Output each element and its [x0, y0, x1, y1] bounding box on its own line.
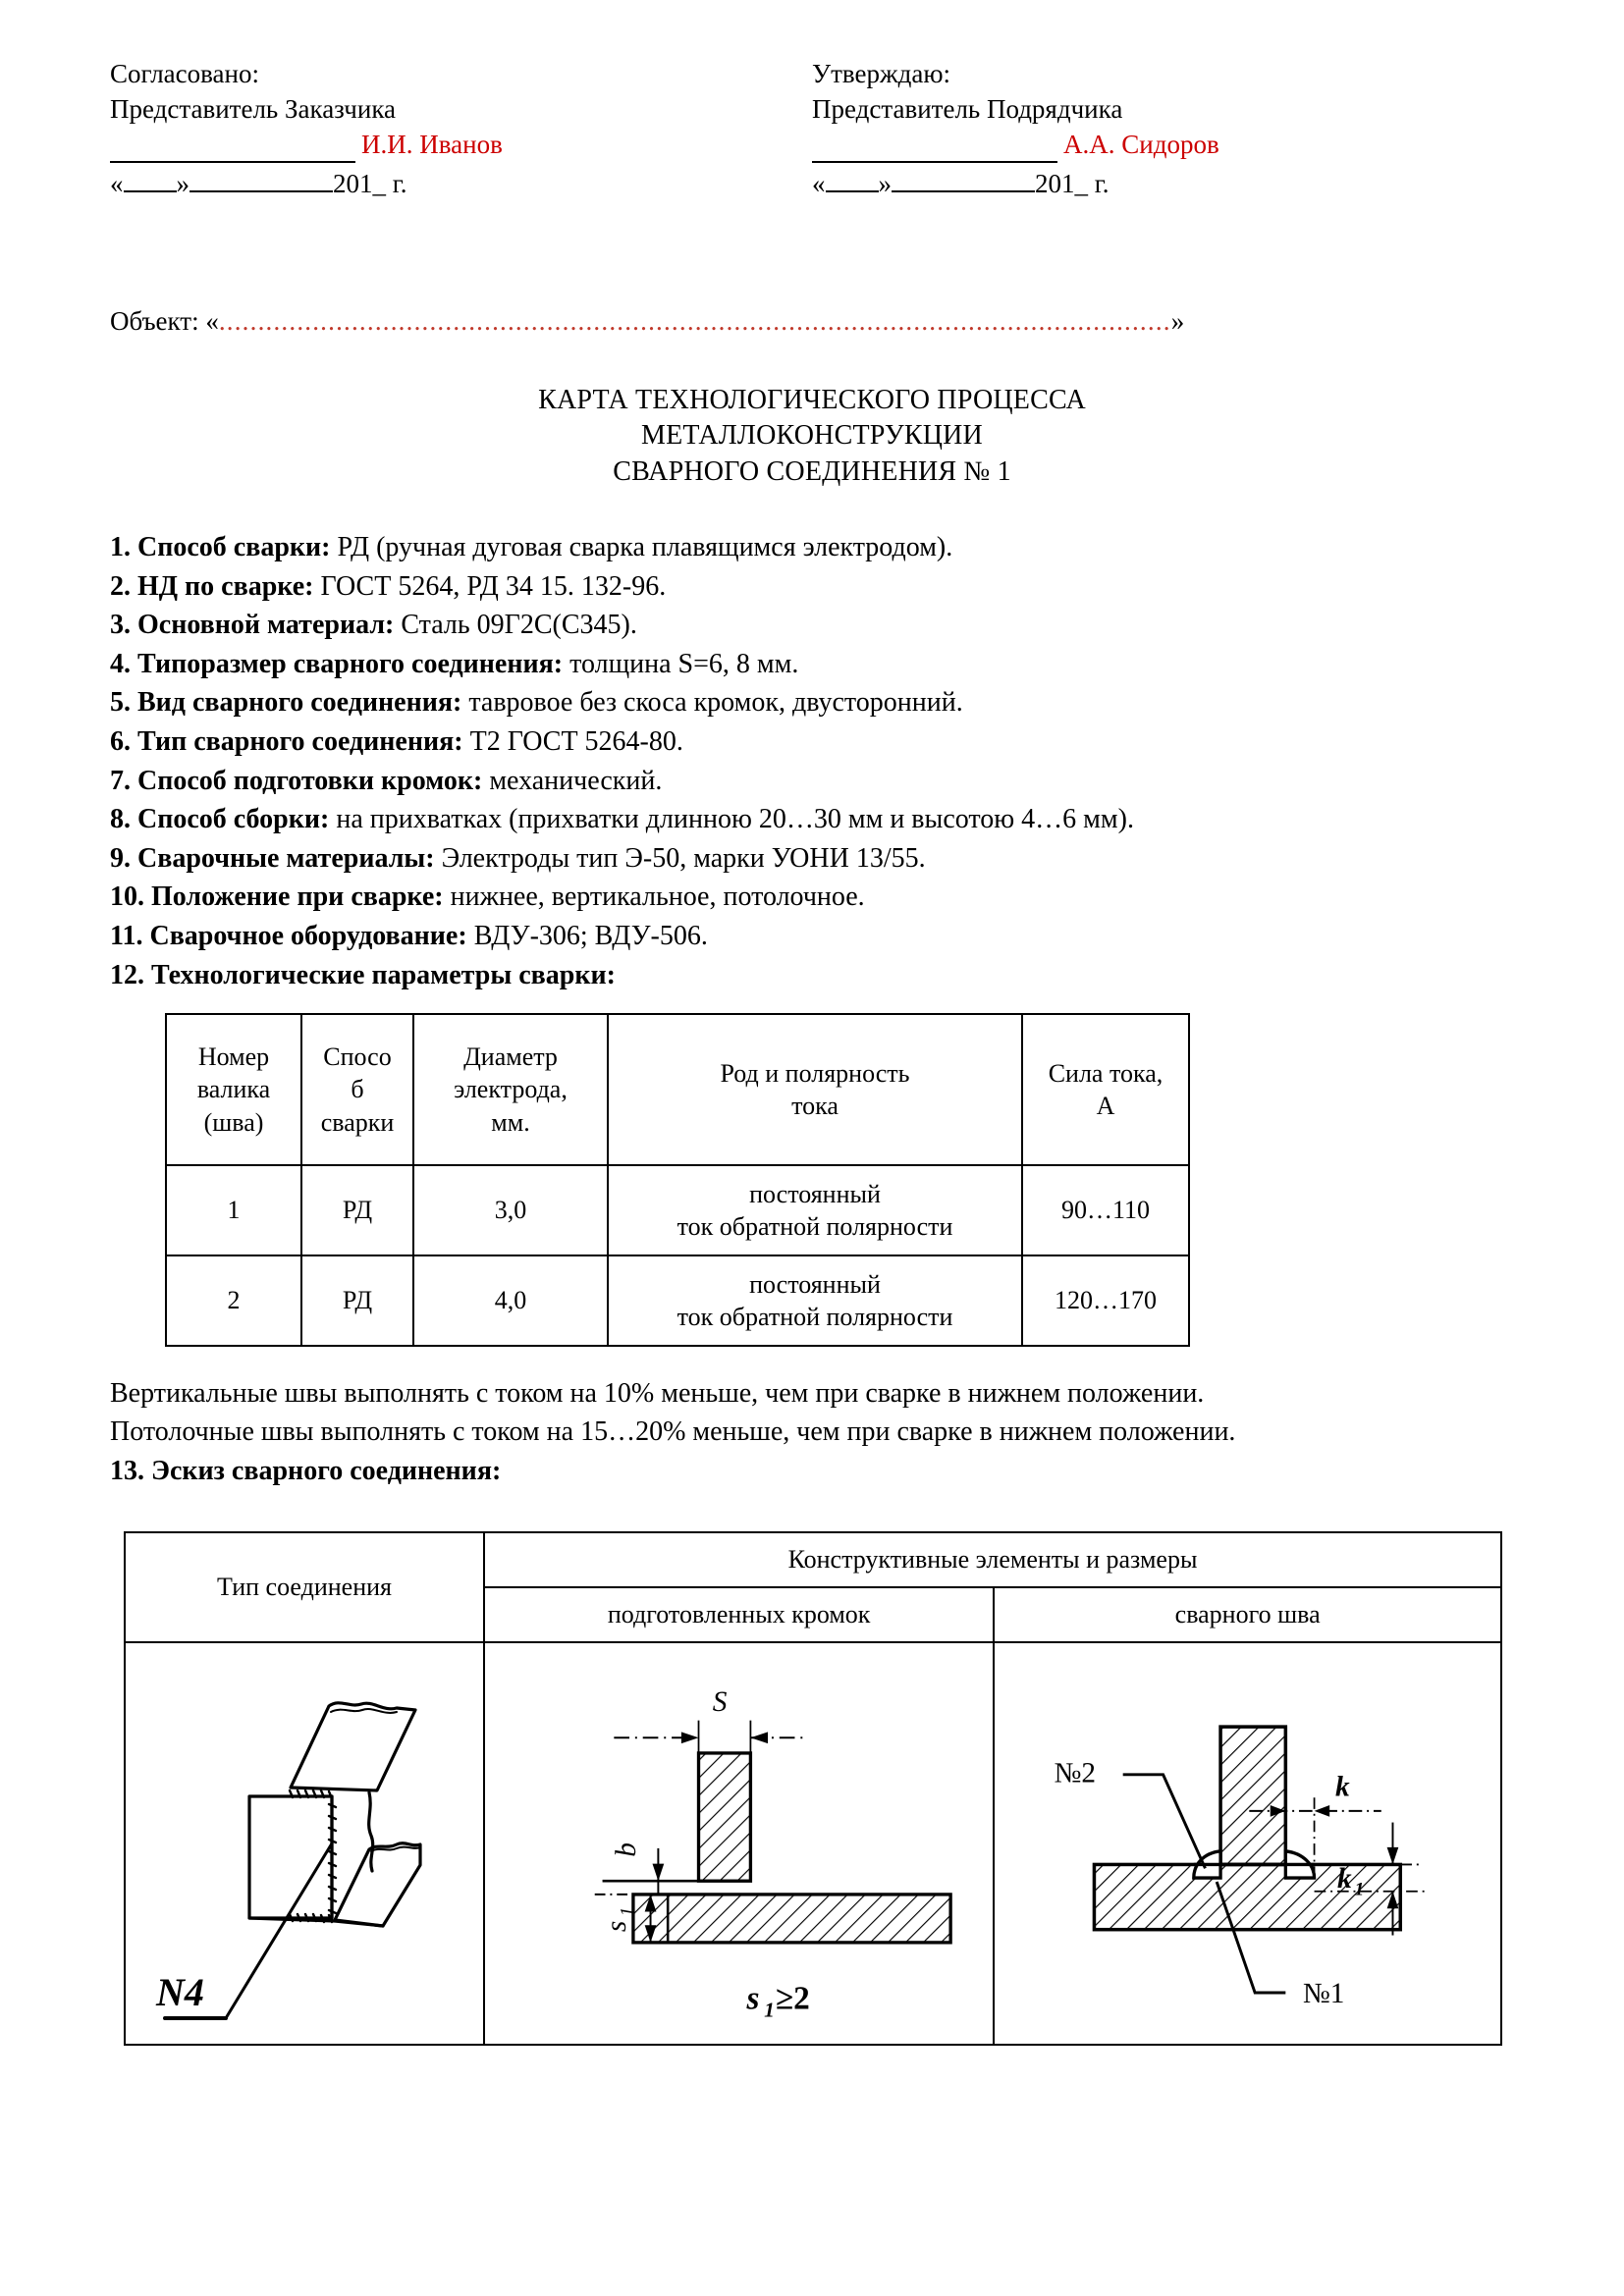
spec-item-2-label: НД по сварке:	[137, 570, 314, 602]
dimension-label-s1-subscript: 1	[617, 1906, 638, 1917]
spec-item-5	[110, 683, 1524, 722]
cell-polarity-2	[608, 1255, 1022, 1346]
col-header-diameter	[413, 1014, 608, 1165]
approval-label-left: Согласовано:	[110, 59, 259, 88]
cell-polarity-2-l2: ток обратной полярности	[677, 1303, 953, 1331]
spec-item-8-label: Способ сборки:	[137, 804, 330, 835]
signature-row-right	[812, 128, 1514, 163]
joint-isometric-drawing	[130, 1647, 479, 2040]
date-row-left	[110, 167, 812, 202]
cell-polarity-1-l1: постоянный	[749, 1179, 881, 1208]
spec-item-7-number: 7.	[110, 765, 131, 796]
spec-item-6-number: 6.	[110, 726, 131, 758]
object-line	[110, 306, 1518, 337]
spec-item-8	[110, 800, 1524, 839]
cell-method-2: РД	[301, 1255, 413, 1346]
spec-item-2-value: ГОСТ 5264, РД 34 15. 132-96.	[320, 570, 667, 602]
spec-item-4-number: 4.	[110, 648, 131, 679]
col-header-bead-number-l2: валика	[196, 1075, 271, 1104]
spec-item-6-label: Тип сварного соединения:	[137, 726, 463, 758]
signature-header	[110, 57, 1514, 202]
object-close-quote: »	[1170, 306, 1185, 336]
caption-s: s	[746, 1980, 760, 2017]
spec-item-7-label: Способ подготовки кромок:	[137, 765, 483, 796]
object-label: Объект: «	[110, 306, 219, 336]
date-quote-close-left: »	[176, 168, 189, 198]
signature-name-right: А.А. Сидоров	[1063, 129, 1219, 159]
table-row	[166, 1165, 1189, 1255]
page-title	[0, 383, 1624, 490]
spec-item-8-number: 8.	[110, 804, 131, 835]
cell-bead-number-2: 2	[166, 1255, 301, 1346]
spec-item-5-label: Вид сварного соединения:	[137, 687, 462, 719]
date-year-right: 201_ г.	[1035, 168, 1110, 198]
spec-item-9-value: Электроды тип Э-50, марки УОНИ 13/55.	[441, 842, 926, 874]
spec-item-9-label: Сварочные материалы:	[137, 842, 435, 874]
dimension-label-s1: s	[601, 1920, 633, 1933]
date-day-blank-right	[826, 169, 879, 192]
col-header-method-l1: Спосо	[323, 1042, 392, 1072]
cell-current-1: 90…110	[1022, 1165, 1189, 1255]
spec-item-1-number: 1.	[110, 532, 131, 562]
title-line-3: СВАРНОГО СОЕДИНЕНИЯ № 1	[613, 455, 1011, 487]
sketch-col-header-group: Конструктивные элементы и размеры	[484, 1532, 1501, 1587]
approval-label-right: Утверждаю:	[812, 59, 951, 88]
title-line-1: КАРТА ТЕХНОЛОГИЧЕСКОГО ПРОЦЕССА	[538, 385, 1086, 415]
sketch-cell-joint-isometric	[125, 1642, 484, 2045]
spec-item-5-value: тавровое без скоса кромок, двусторонний.	[468, 687, 963, 719]
weld-label-no1: №1	[1303, 1977, 1345, 2009]
date-quote-open-right: «	[812, 168, 826, 198]
spec-item-12	[110, 956, 1524, 995]
spec-item-12-number: 12.	[110, 959, 144, 990]
spec-item-6-value: Т2 ГОСТ 5264-80.	[469, 726, 683, 758]
spec-item-4	[110, 645, 1524, 684]
spec-item-9-number: 9.	[110, 842, 131, 874]
cell-polarity-1-l2: ток обратной полярности	[677, 1212, 953, 1241]
cell-diameter-1: 3,0	[413, 1165, 608, 1255]
notes-block	[110, 1374, 1543, 1490]
sketch-col-header-joint-type: Тип соединения	[125, 1532, 484, 1642]
sketch-cell-prepared-edges	[484, 1642, 994, 2045]
spec-item-4-value: толщина S=6, 8 мм.	[569, 648, 799, 679]
spec-item-13-label: Эскиз сварного соединения:	[151, 1455, 502, 1486]
joint-leader-label: N4	[156, 1970, 204, 2014]
sketch-col-header-weld-seam: сварного шва	[994, 1587, 1501, 1642]
spec-item-5-number: 5.	[110, 687, 131, 719]
signature-row-left	[110, 128, 812, 163]
spec-item-10	[110, 878, 1524, 917]
cell-polarity-1	[608, 1165, 1022, 1255]
spec-item-10-number: 10.	[110, 881, 144, 913]
spec-item-3-value: Сталь 09Г2С(С345).	[401, 610, 637, 641]
dimension-label-s: S	[712, 1685, 728, 1718]
spec-item-8-value: на прихватках (прихватки длинною 20…30 мм и высотою 4…6 мм).	[336, 804, 1134, 835]
spec-item-11-value: ВДУ-306; ВДУ-506.	[473, 921, 708, 952]
spec-item-3	[110, 606, 1524, 645]
role-label-left: Представитель Заказчика	[110, 93, 397, 124]
caption-s-subscript: 1	[764, 1998, 775, 2022]
cell-polarity-2-l1: постоянный	[749, 1269, 881, 1299]
title-line-2: МЕТАЛЛОКОНСТРУКЦИИ	[641, 420, 983, 452]
signature-column-contractor	[812, 57, 1514, 202]
signature-name-left: И.И. Иванов	[361, 129, 503, 159]
date-day-blank-left	[124, 169, 177, 192]
weld-seam-drawing	[999, 1647, 1496, 2040]
object-dotted-fill: ..........................................................................................................................	[218, 306, 1171, 336]
col-header-bead-number-l3: (шва)	[203, 1107, 264, 1137]
col-header-polarity-l1: Род и полярность	[720, 1058, 910, 1088]
spec-item-3-number: 3.	[110, 610, 131, 641]
weld-sketch-table	[124, 1531, 1502, 2046]
date-quote-close-right: »	[878, 168, 892, 198]
spec-item-11-label: Сварочное оборудование:	[149, 921, 467, 952]
sketch-cell-weld-seam	[994, 1642, 1501, 2045]
cell-method-1: РД	[301, 1165, 413, 1255]
date-year-left: 201_ г.	[333, 168, 407, 198]
cell-bead-number-1: 1	[166, 1165, 301, 1255]
table-row	[166, 1255, 1189, 1346]
prepared-edges-caption	[745, 1980, 809, 2021]
spec-item-12-label: Технологические параметры сварки:	[151, 959, 616, 990]
col-header-current-l1: Сила тока,	[1048, 1058, 1164, 1088]
dimension-label-k1-subscript: 1	[1354, 1879, 1365, 1900]
col-header-method-l2: б	[351, 1075, 364, 1104]
cell-current-2: 120…170	[1022, 1255, 1189, 1346]
col-header-current-l2: А	[1096, 1092, 1115, 1120]
col-header-bead-number-l1: Номер	[197, 1042, 270, 1072]
spec-item-6	[110, 722, 1524, 762]
note-vertical-seams: Вертикальные швы выполнять с током на 10% меньше, чем при сварке в нижнем положении.	[110, 1378, 1205, 1409]
col-header-diameter-l3: мм.	[491, 1107, 530, 1137]
spec-item-1-label: Способ сварки:	[137, 532, 331, 562]
specification-list	[110, 528, 1524, 994]
signature-column-customer	[110, 57, 812, 202]
col-header-method-l3: сварки	[320, 1107, 395, 1137]
spec-item-7	[110, 762, 1524, 801]
weld-label-no2: №2	[1054, 1757, 1097, 1789]
spec-item-3-label: Основной материал:	[137, 610, 395, 641]
spec-item-10-label: Положение при сварке:	[151, 881, 444, 913]
col-header-method	[301, 1014, 413, 1165]
spec-item-2	[110, 567, 1524, 607]
spec-item-9	[110, 839, 1524, 879]
spec-item-1-value: РД (ручная дуговая сварка плавящимся электродом).	[337, 532, 953, 562]
cell-diameter-2: 4,0	[413, 1255, 608, 1346]
dimension-label-b: b	[610, 1842, 642, 1857]
date-month-blank-right	[892, 169, 1035, 192]
col-header-polarity-l2: тока	[791, 1092, 839, 1120]
sketch-body-row	[125, 1642, 1501, 2045]
spec-item-13	[110, 1452, 1543, 1490]
note-overhead-seams: Потолочные швы выполнять с током на 15…20% меньше, чем при сварке в нижнем положении.	[110, 1416, 1236, 1448]
date-row-right	[812, 167, 1514, 202]
spec-item-11-number: 11.	[110, 921, 143, 952]
date-month-blank-left	[189, 169, 333, 192]
welding-parameters-table	[165, 1013, 1190, 1347]
col-header-current	[1022, 1014, 1189, 1165]
col-header-polarity	[608, 1014, 1022, 1165]
spec-item-4-label: Типоразмер сварного соединения:	[137, 648, 564, 679]
spec-item-2-number: 2.	[110, 570, 131, 602]
col-header-diameter-l2: электрода,	[454, 1075, 568, 1104]
spec-item-13-number: 13.	[110, 1455, 144, 1486]
signature-line-left	[110, 135, 355, 163]
prepared-edges-drawing	[489, 1647, 989, 2040]
col-header-bead-number	[166, 1014, 301, 1165]
dimension-label-k: k	[1335, 1771, 1350, 1803]
spec-item-7-value: механический.	[489, 765, 663, 796]
sketch-header-row-1	[125, 1532, 1501, 1587]
spec-item-1	[110, 528, 1524, 567]
table-header-row	[166, 1014, 1189, 1165]
col-header-diameter-l1: Диаметр	[463, 1042, 558, 1072]
caption-inequality: ≥2	[775, 1980, 810, 2017]
sketch-col-header-prepared-edges: подготовленных кромок	[484, 1587, 994, 1642]
date-quote-open-left: «	[110, 168, 124, 198]
spec-item-10-value: нижнее, вертикальное, потолочное.	[450, 881, 865, 913]
spec-item-11	[110, 917, 1524, 956]
dimension-label-k1: k	[1337, 1862, 1352, 1895]
signature-line-right	[812, 135, 1057, 163]
role-label-right: Представитель Подрядчика	[812, 93, 1123, 124]
